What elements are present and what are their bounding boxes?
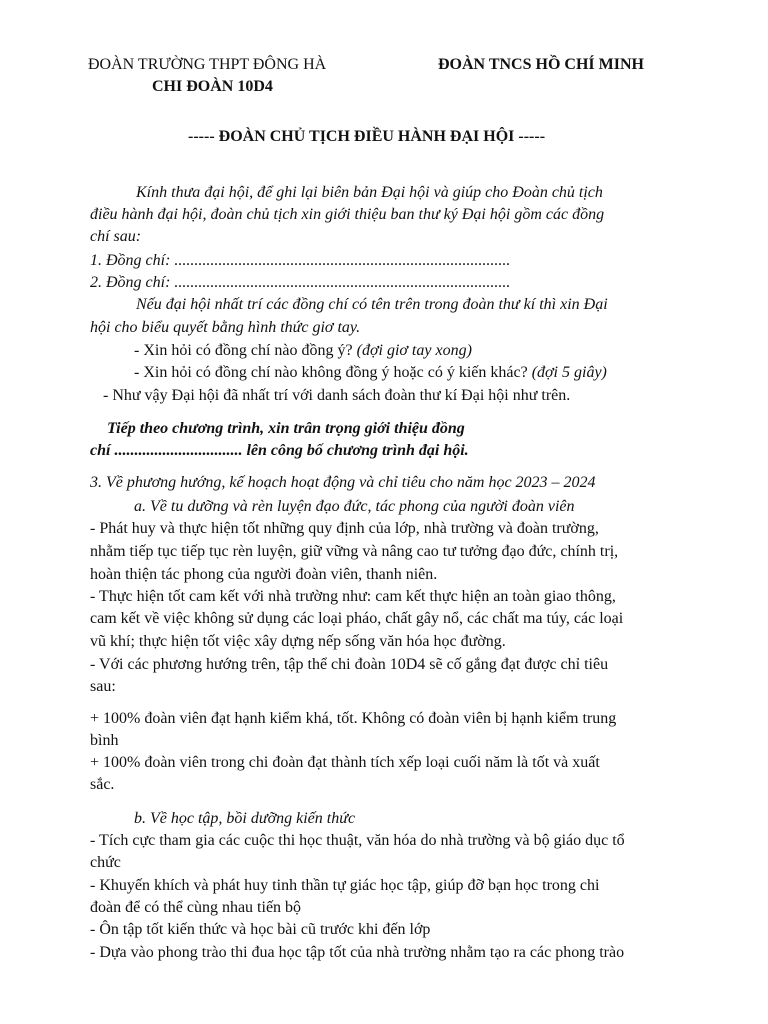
question-note: (đợi 5 giây): [531, 364, 607, 381]
intro-line: Kính thưa đại hội, để ghi lại biên bản Đại hội và giúp cho Đoàn chủ tịch: [136, 184, 603, 201]
question-agree: [134, 340, 472, 362]
paragraph-line: chức: [90, 854, 121, 871]
paragraph-line: vũ khí; thực hiện tốt việc xây dựng nếp sống văn hóa học đường.: [90, 633, 506, 650]
paragraph-line: - Dựa vào phong trào thi đua học tập tốt của nhà trường nhằm tạo ra các phong trào: [90, 944, 625, 961]
paragraph-line: - Thực hiện tốt cam kết với nhà trường như: cam kết thực hiện an toàn giao thông,: [90, 588, 616, 605]
question-text: - Xin hỏi có đồng chí nào đồng ý?: [134, 342, 357, 359]
secretary-item-2: 2. Đồng chí: ....................................................................................: [90, 274, 511, 291]
paragraph-line: đoàn để có thể cùng nhau tiến bộ: [90, 899, 302, 916]
paragraph-line: nhằm tiếp tục tiếp tục rèn luyện, giữ vững và nâng cao tư tưởng đạo đức, chính trị,: [90, 543, 619, 560]
paragraph-line: - Tích cực tham gia các cuộc thi học thuật, văn hóa do nhà trường và bộ giáo dục tổ: [90, 832, 625, 849]
question-note: (đợi giơ tay xong): [356, 342, 472, 359]
paragraph-line: hoàn thiện tác phong của người đoàn viên, thanh niên.: [90, 566, 438, 583]
question-disagree: [134, 362, 607, 384]
header-left-line2: CHI ĐOÀN 10D4: [152, 78, 273, 95]
secretary-item-1: 1. Đồng chí: ....................................................................................: [90, 252, 511, 269]
target-line: sắc.: [90, 776, 115, 793]
next-program-line: chí ................................ lên công bố chương trình đại hội.: [90, 442, 469, 459]
next-program-line: Tiếp theo chương trình, xin trân trọng giới thiệu đồng: [107, 420, 465, 437]
vote-paragraph-line: Nếu đại hội nhất trí các đồng chí có tên trên trong đoàn thư kí thì xin Đại: [136, 296, 608, 313]
paragraph-line: - Phát huy và thực hiện tốt những quy định của lớp, nhà trường và đoàn trường,: [90, 520, 599, 537]
paragraph-line: - Với các phương hướng trên, tập thể chi đoàn 10D4 sẽ cố gắng đạt được chỉ tiêu: [90, 656, 609, 673]
section-3-heading: 3. Về phương hướng, kế hoạch hoạt động và chỉ tiêu cho năm học 2023 – 2024: [90, 474, 596, 491]
intro-line: chí sau:: [90, 228, 142, 245]
question-text: - Xin hỏi có đồng chí nào không đồng ý hoặc có ý kiến khác?: [134, 364, 532, 381]
header-right-line1: ĐOÀN TNCS HỒ CHÍ MINH: [438, 56, 644, 73]
page-title: ----- ĐOÀN CHỦ TỊCH ĐIỀU HÀNH ĐẠI HỘI -----: [188, 128, 546, 145]
paragraph-line: - Ôn tập tốt kiến thức và học bài cũ trước khi đến lớp: [90, 921, 431, 938]
header-left-line1: ĐOÀN TRƯỜNG THPT ĐÔNG HÀ: [88, 56, 327, 73]
intro-line: điều hành đại hội, đoàn chủ tịch xin giới thiệu ban thư ký Đại hội gồm các đồng: [90, 206, 605, 223]
vote-paragraph-line: hội cho biểu quyết bằng hình thức giơ tay.: [90, 319, 361, 336]
section-3a-heading: a. Về tu dưỡng và rèn luyện đạo đức, tác phong của người đoàn viên: [134, 498, 575, 515]
section-3b-heading: b. Về học tập, bồi dưỡng kiến thức: [134, 810, 356, 827]
paragraph-line: - Khuyến khích và phát huy tinh thần tự giác học tập, giúp đỡ bạn học trong chi: [90, 877, 600, 894]
paragraph-line: sau:: [90, 678, 116, 695]
target-line: + 100% đoàn viên trong chi đoàn đạt thành tích xếp loại cuối năm là tốt và xuất: [90, 754, 600, 771]
target-line: + 100% đoàn viên đạt hạnh kiểm khá, tốt. Không có đoàn viên bị hạnh kiểm trung: [90, 710, 617, 727]
vote-conclusion: - Như vậy Đại hội đã nhất trí với danh sách đoàn thư kí Đại hội như trên.: [103, 387, 571, 404]
target-line: bình: [90, 732, 119, 749]
paragraph-line: cam kết về việc không sử dụng các loại pháo, chất gây nổ, các chất ma túy, các loại: [90, 610, 624, 627]
